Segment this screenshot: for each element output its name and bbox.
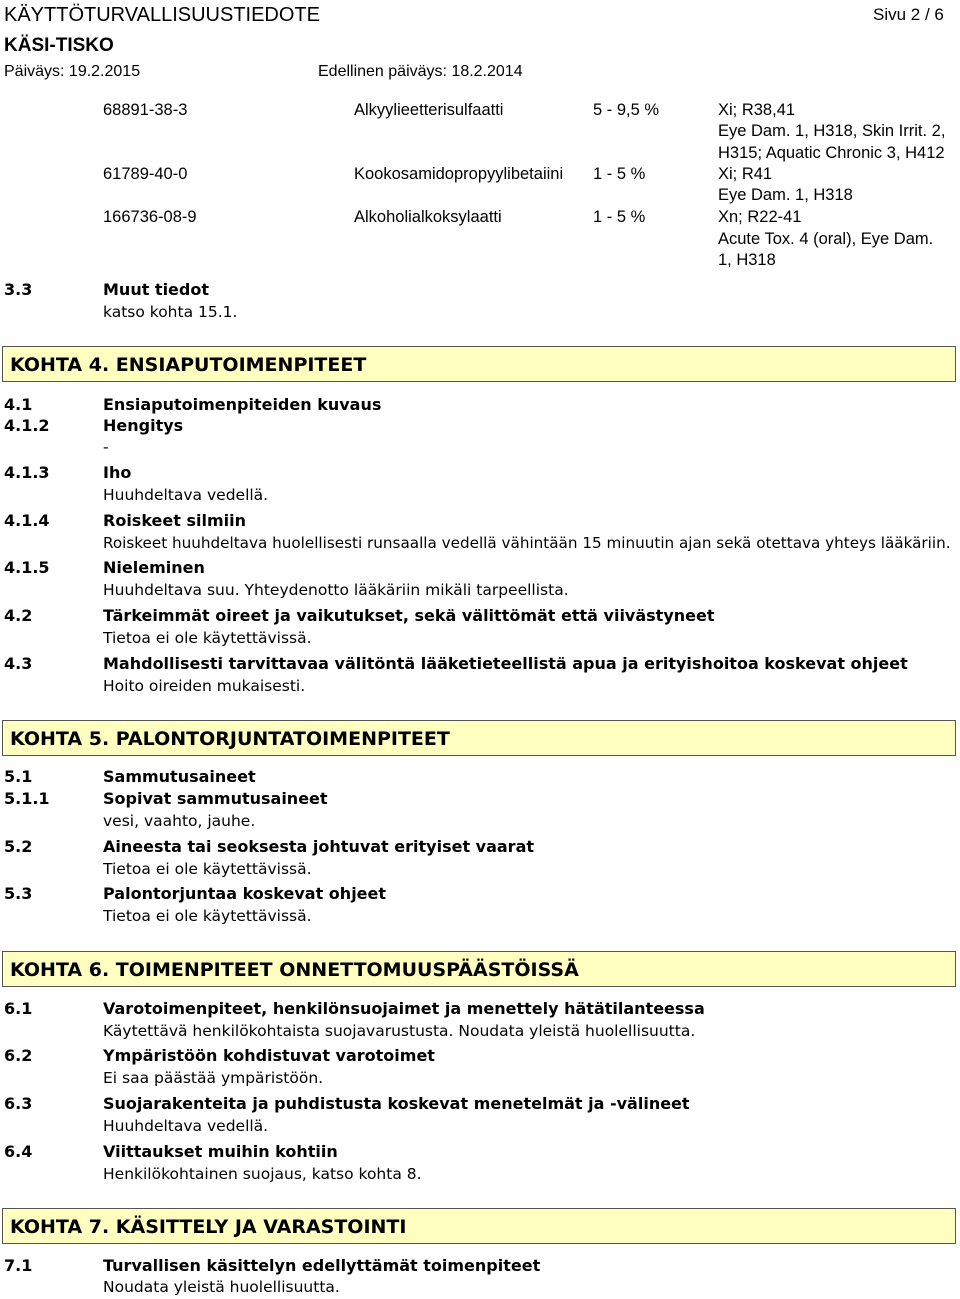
subsection-number: 4.1.5 xyxy=(4,558,50,577)
section-title: KOHTA 4. ENSIAPUTOIMENPITEET xyxy=(10,354,367,376)
subsection-text: Tietoa ei ole käytettävissä. xyxy=(103,860,312,878)
component-name: Alkoholialkoksylaatti xyxy=(354,208,502,226)
subsection-number: 6.4 xyxy=(4,1142,33,1161)
issue-date: Päiväys: 19.2.2015 xyxy=(4,63,141,80)
subsection-title: Ympäristöön kohdistuvat varotoimet xyxy=(103,1046,435,1065)
subsection-title: Suojarakenteita ja puhdistusta koskevat menetelmät ja -välineet xyxy=(103,1094,690,1113)
subsection-text: Huuhdeltava vedellä. xyxy=(103,1117,269,1135)
subsection-text: Tietoa ei ole käytettävissä. xyxy=(103,907,312,925)
subsection-title: Ensiaputoimenpiteiden kuvaus xyxy=(103,395,382,414)
section-4-header xyxy=(2,346,956,382)
subsection-number: 5.2 xyxy=(4,837,33,856)
classification-line: Xn; R22-41 xyxy=(718,208,802,226)
subsection-number: 5.1.1 xyxy=(4,789,50,808)
page-indicator: Sivu 2 / 6 xyxy=(873,5,944,24)
classification-line: Eye Dam. 1, H318, Skin Irrit. 2, xyxy=(718,122,946,140)
section-7-header xyxy=(2,1208,956,1244)
subsection-title: Sammutusaineet xyxy=(103,767,256,786)
concentration: 1 - 5 % xyxy=(593,208,646,226)
section-5-header xyxy=(2,720,956,756)
subsection-number: 5.3 xyxy=(4,884,33,903)
subsection-number: 4.1 xyxy=(4,395,33,414)
component-name: Alkyylieetterisulfaatti xyxy=(354,101,504,119)
subsection-title: Tärkeimmät oireet ja vaikutukset, sekä välittömät että viivästyneet xyxy=(103,606,715,625)
classification-line: Acute Tox. 4 (oral), Eye Dam. xyxy=(718,230,934,248)
subsection-text: Huuhdeltava suu. Yhteydenotto lääkäriin mikäli tarpeellista. xyxy=(103,581,569,599)
previous-date: Edellinen päiväys: 18.2.2014 xyxy=(318,63,523,80)
subsection-text: katso kohta 15.1. xyxy=(103,303,238,321)
subsection-number: 4.1.3 xyxy=(4,463,50,482)
subsection-title: Muut tiedot xyxy=(103,280,209,299)
subsection-title: Iho xyxy=(103,463,132,482)
subsection-title: Sopivat sammutusaineet xyxy=(103,789,328,808)
product-name: KÄSI-TISKO xyxy=(4,35,114,56)
subsection-number: 4.1.2 xyxy=(4,416,50,435)
subsection-number: 7.1 xyxy=(4,1256,33,1275)
subsection-title: Roiskeet silmiin xyxy=(103,511,246,530)
subsection-title: Hengitys xyxy=(103,416,184,435)
subsection-text: Noudata yleistä huolellisuutta. xyxy=(103,1278,340,1296)
subsection-text: Ei saa päästää ympäristöön. xyxy=(103,1069,324,1087)
subsection-number: 4.1.4 xyxy=(4,511,50,530)
subsection-number: 4.3 xyxy=(4,654,33,673)
concentration: 5 - 9,5 % xyxy=(593,101,660,119)
subsection-title: Varotoimenpiteet, henkilönsuojaimet ja menettely hätätilanteessa xyxy=(103,999,705,1018)
classification-line: H315; Aquatic Chronic 3, H412 xyxy=(718,144,945,162)
subsection-number: 6.2 xyxy=(4,1046,33,1065)
subsection-text: - xyxy=(103,438,109,456)
subsection-number: 6.3 xyxy=(4,1094,33,1113)
classification-line: Xi; R38,41 xyxy=(718,101,796,119)
subsection-title: Viittaukset muihin kohtiin xyxy=(103,1142,338,1161)
subsection-title: Aineesta tai seoksesta johtuvat erityiset vaarat xyxy=(103,837,535,856)
subsection-text: Hoito oireiden mukaisesti. xyxy=(103,677,306,695)
component-name: Kookosamidopropyylibetaiini xyxy=(354,165,564,183)
subsection-text: Tietoa ei ole käytettävissä. xyxy=(103,629,312,647)
classification-line: 1, H318 xyxy=(718,251,776,269)
subsection-title: Mahdollisesti tarvittavaa välitöntä lääketieteellistä apua ja erityishoitoa koskevat ohjeet xyxy=(103,654,908,673)
subsection-title: Palontorjuntaa koskevat ohjeet xyxy=(103,884,387,903)
section-6-header xyxy=(2,951,956,987)
subsection-text: Käytettävä henkilökohtaista suojavarustusta. Noudata yleistä huolellisuutta. xyxy=(103,1022,696,1040)
subsection-text: Henkilökohtainen suojaus, katso kohta 8. xyxy=(103,1165,422,1183)
subsection-number: 5.1 xyxy=(4,767,33,786)
cas-number: 166736-08-9 xyxy=(103,208,197,226)
subsection-text: Huuhdeltava vedellä. xyxy=(103,486,269,504)
section-title: KOHTA 7. KÄSITTELY JA VARASTOINTI xyxy=(10,1216,407,1238)
document-title: KÄYTTÖTURVALLISUUSTIEDOTE xyxy=(4,4,320,26)
cas-number: 61789-40-0 xyxy=(103,165,188,183)
section-title: KOHTA 5. PALONTORJUNTATOIMENPITEET xyxy=(10,728,450,750)
classification-line: Eye Dam. 1, H318 xyxy=(718,186,853,204)
cas-number: 68891-38-3 xyxy=(103,101,188,119)
subsection-title: Turvallisen käsittelyn edellyttämät toimenpiteet xyxy=(103,1256,541,1275)
subsection-number: 6.1 xyxy=(4,999,33,1018)
subsection-text: vesi, vaahto, jauhe. xyxy=(103,812,256,830)
subsection-number: 3.3 xyxy=(4,280,33,299)
subsection-title: Nieleminen xyxy=(103,558,205,577)
section-title: KOHTA 6. TOIMENPITEET ONNETTOMUUSPÄÄSTÖISSÄ xyxy=(10,959,579,981)
subsection-number: 4.2 xyxy=(4,606,33,625)
classification-line: Xi; R41 xyxy=(718,165,773,183)
subsection-text: Roiskeet huuhdeltava huolellisesti runsaalla vedellä vähintään 15 minuutin ajan sekä otettava yhteys lääkäriin. xyxy=(103,534,951,552)
concentration: 1 - 5 % xyxy=(593,165,646,183)
